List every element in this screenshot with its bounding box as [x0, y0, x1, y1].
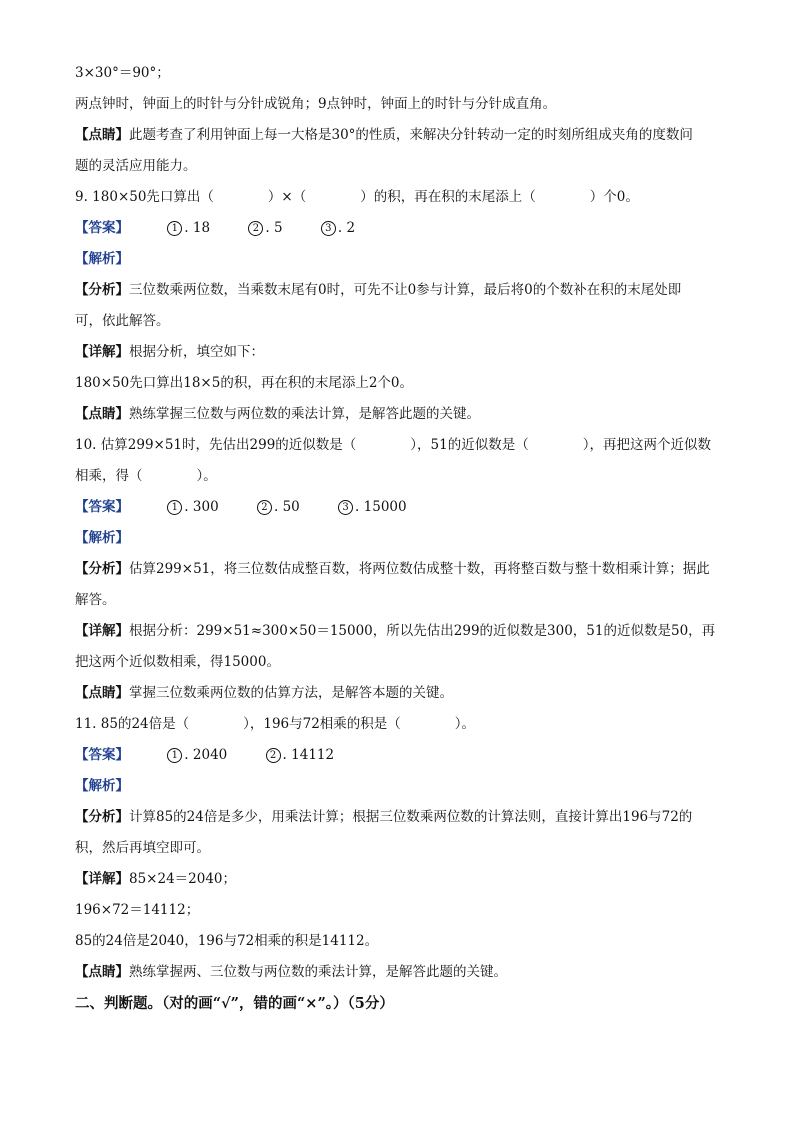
answer-tag: 【答案】: [75, 499, 129, 515]
answer-value: 18: [192, 220, 211, 236]
dianjing-line: [75, 120, 725, 151]
answer-value: 2040: [192, 747, 228, 763]
text-line: 180×50先口算出18×5的积，再在积的末尾添上2个0。: [75, 375, 414, 391]
text-line: 估算299×51，将三位数估成整百数，将两位数估成整十数，再将整百数与整十数相乘计算；据此: [129, 561, 710, 577]
jiexi-tag: 【解析】: [75, 251, 129, 267]
answer-tag: 【答案】: [75, 747, 129, 763]
question-10: 10. 估算299×51时，先估出299的近似数是（ ），51的近似数是（ ），再把这两个近似数: [75, 437, 711, 453]
fenxi-tag: 【分析】: [75, 809, 129, 825]
answer-row-10: [75, 492, 725, 523]
dianjing-tag: 【点睛】: [75, 127, 129, 143]
xiangjie-line: [75, 864, 725, 895]
answer-number-circle: 2: [266, 748, 281, 763]
question-11: 11. 85的24倍是（ ），196与72相乘的积是（ ）。: [75, 716, 476, 732]
dianjing-line: [75, 957, 725, 988]
answer-number-circle: 3: [321, 221, 336, 236]
text-line: 计算85的24倍是多少，用乘法计算；根据三位数乘两位数的计算法则，直接计算出196与72的: [129, 809, 693, 825]
dianjing-line: [75, 399, 725, 430]
answer-number-circle: 1: [167, 748, 182, 763]
fenxi-line: [75, 802, 725, 833]
document-page: [75, 58, 725, 1019]
text-line: 可，依此解答。: [75, 313, 170, 329]
answer-number-circle: 2: [248, 221, 263, 236]
xiangjie-line: [75, 616, 725, 647]
text-line: 196×72＝14112；: [75, 902, 200, 918]
xiangjie-tag: 【详解】: [75, 871, 129, 887]
text-line: 熟练掌握两、三位数与两位数的乘法计算，是解答此题的关键。: [129, 964, 507, 980]
answer-item: 1 . 18: [167, 213, 210, 244]
answer-number-circle: 3: [338, 500, 353, 515]
answer-value: 2: [346, 220, 356, 236]
fenxi-tag: 【分析】: [75, 561, 129, 577]
answer-row-9: [75, 213, 725, 244]
answer-item: 2 . 50: [257, 492, 300, 523]
text-line: 掌握三位数乘两位数的估算方法，是解答本题的关键。: [129, 685, 453, 701]
answer-item: 1 . 2040: [167, 740, 227, 771]
answer-value: 15000: [363, 499, 407, 515]
answer-number-circle: 2: [257, 500, 272, 515]
text-line: 把这两个近似数相乘，得15000。: [75, 654, 280, 670]
dianjing-tag: 【点睛】: [75, 964, 129, 980]
text-line: 此题考查了利用钟面上每一大格是30°的性质，来解决分针转动一定的时刻所组成夹角的度数问: [129, 127, 693, 143]
dianjing-tag: 【点睛】: [75, 685, 129, 701]
fenxi-line: [75, 554, 725, 585]
text-line: 85的24倍是2040，196与72相乘的积是14112。: [75, 933, 379, 949]
text-line: 题的灵活应用能力。: [75, 158, 197, 174]
text-line: 积，然后再填空即可。: [75, 840, 210, 856]
answer-item: 1 . 300: [167, 492, 218, 523]
dianjing-tag: 【点睛】: [75, 406, 129, 422]
answer-value: 14112: [291, 747, 335, 763]
answer-number-circle: 1: [167, 500, 182, 515]
answer-item: 2 . 14112: [266, 740, 335, 771]
text-line: 根据分析：299×51≈300×50＝15000，所以先估出299的近似数是300，51的近似数是50，再: [129, 623, 716, 639]
answer-item: 2 . 5: [248, 213, 282, 244]
dianjing-line: [75, 678, 725, 709]
text-line: 解答。: [75, 592, 116, 608]
answer-row-11: [75, 740, 725, 771]
fenxi-line: [75, 275, 725, 306]
answer-item: 3 . 15000: [338, 492, 407, 523]
xiangjie-tag: 【详解】: [75, 344, 129, 360]
question-9: 9. 180×50先口算出（ ）×（ ）的积，再在积的末尾添上（ ）个0。: [75, 189, 639, 205]
jiexi-tag: 【解析】: [75, 530, 129, 546]
text-line: 3×30°＝90°；: [75, 65, 170, 81]
answer-number-circle: 1: [167, 221, 182, 236]
answer-tag: 【答案】: [75, 220, 129, 236]
answer-value: 300: [192, 499, 219, 515]
text-line: 根据分析，填空如下：: [129, 344, 264, 360]
xiangjie-tag: 【详解】: [75, 623, 129, 639]
answer-value: 5: [273, 220, 283, 236]
answer-item: 3 . 2: [321, 213, 355, 244]
answer-value: 50: [282, 499, 300, 515]
question-10-cont: 相乘，得（ ）。: [75, 468, 217, 484]
xiangjie-line: [75, 337, 725, 368]
text-line: 两点钟时，钟面上的时针与分针成锐角；9点钟时，钟面上的时针与分针成直角。: [75, 96, 557, 112]
text-line: 熟练掌握三位数与两位数的乘法计算，是解答此题的关键。: [129, 406, 480, 422]
jiexi-tag: 【解析】: [75, 778, 129, 794]
text-line: 85×24＝2040；: [129, 871, 237, 887]
text-line: 三位数乘两位数，当乘数末尾有0时，可先不让0参与计算，最后将0的个数补在积的末尾处即: [129, 282, 682, 298]
fenxi-tag: 【分析】: [75, 282, 129, 298]
section-heading: 二、判断题。（对的画“√”，错的画“×”。）（5分）: [75, 995, 394, 1012]
